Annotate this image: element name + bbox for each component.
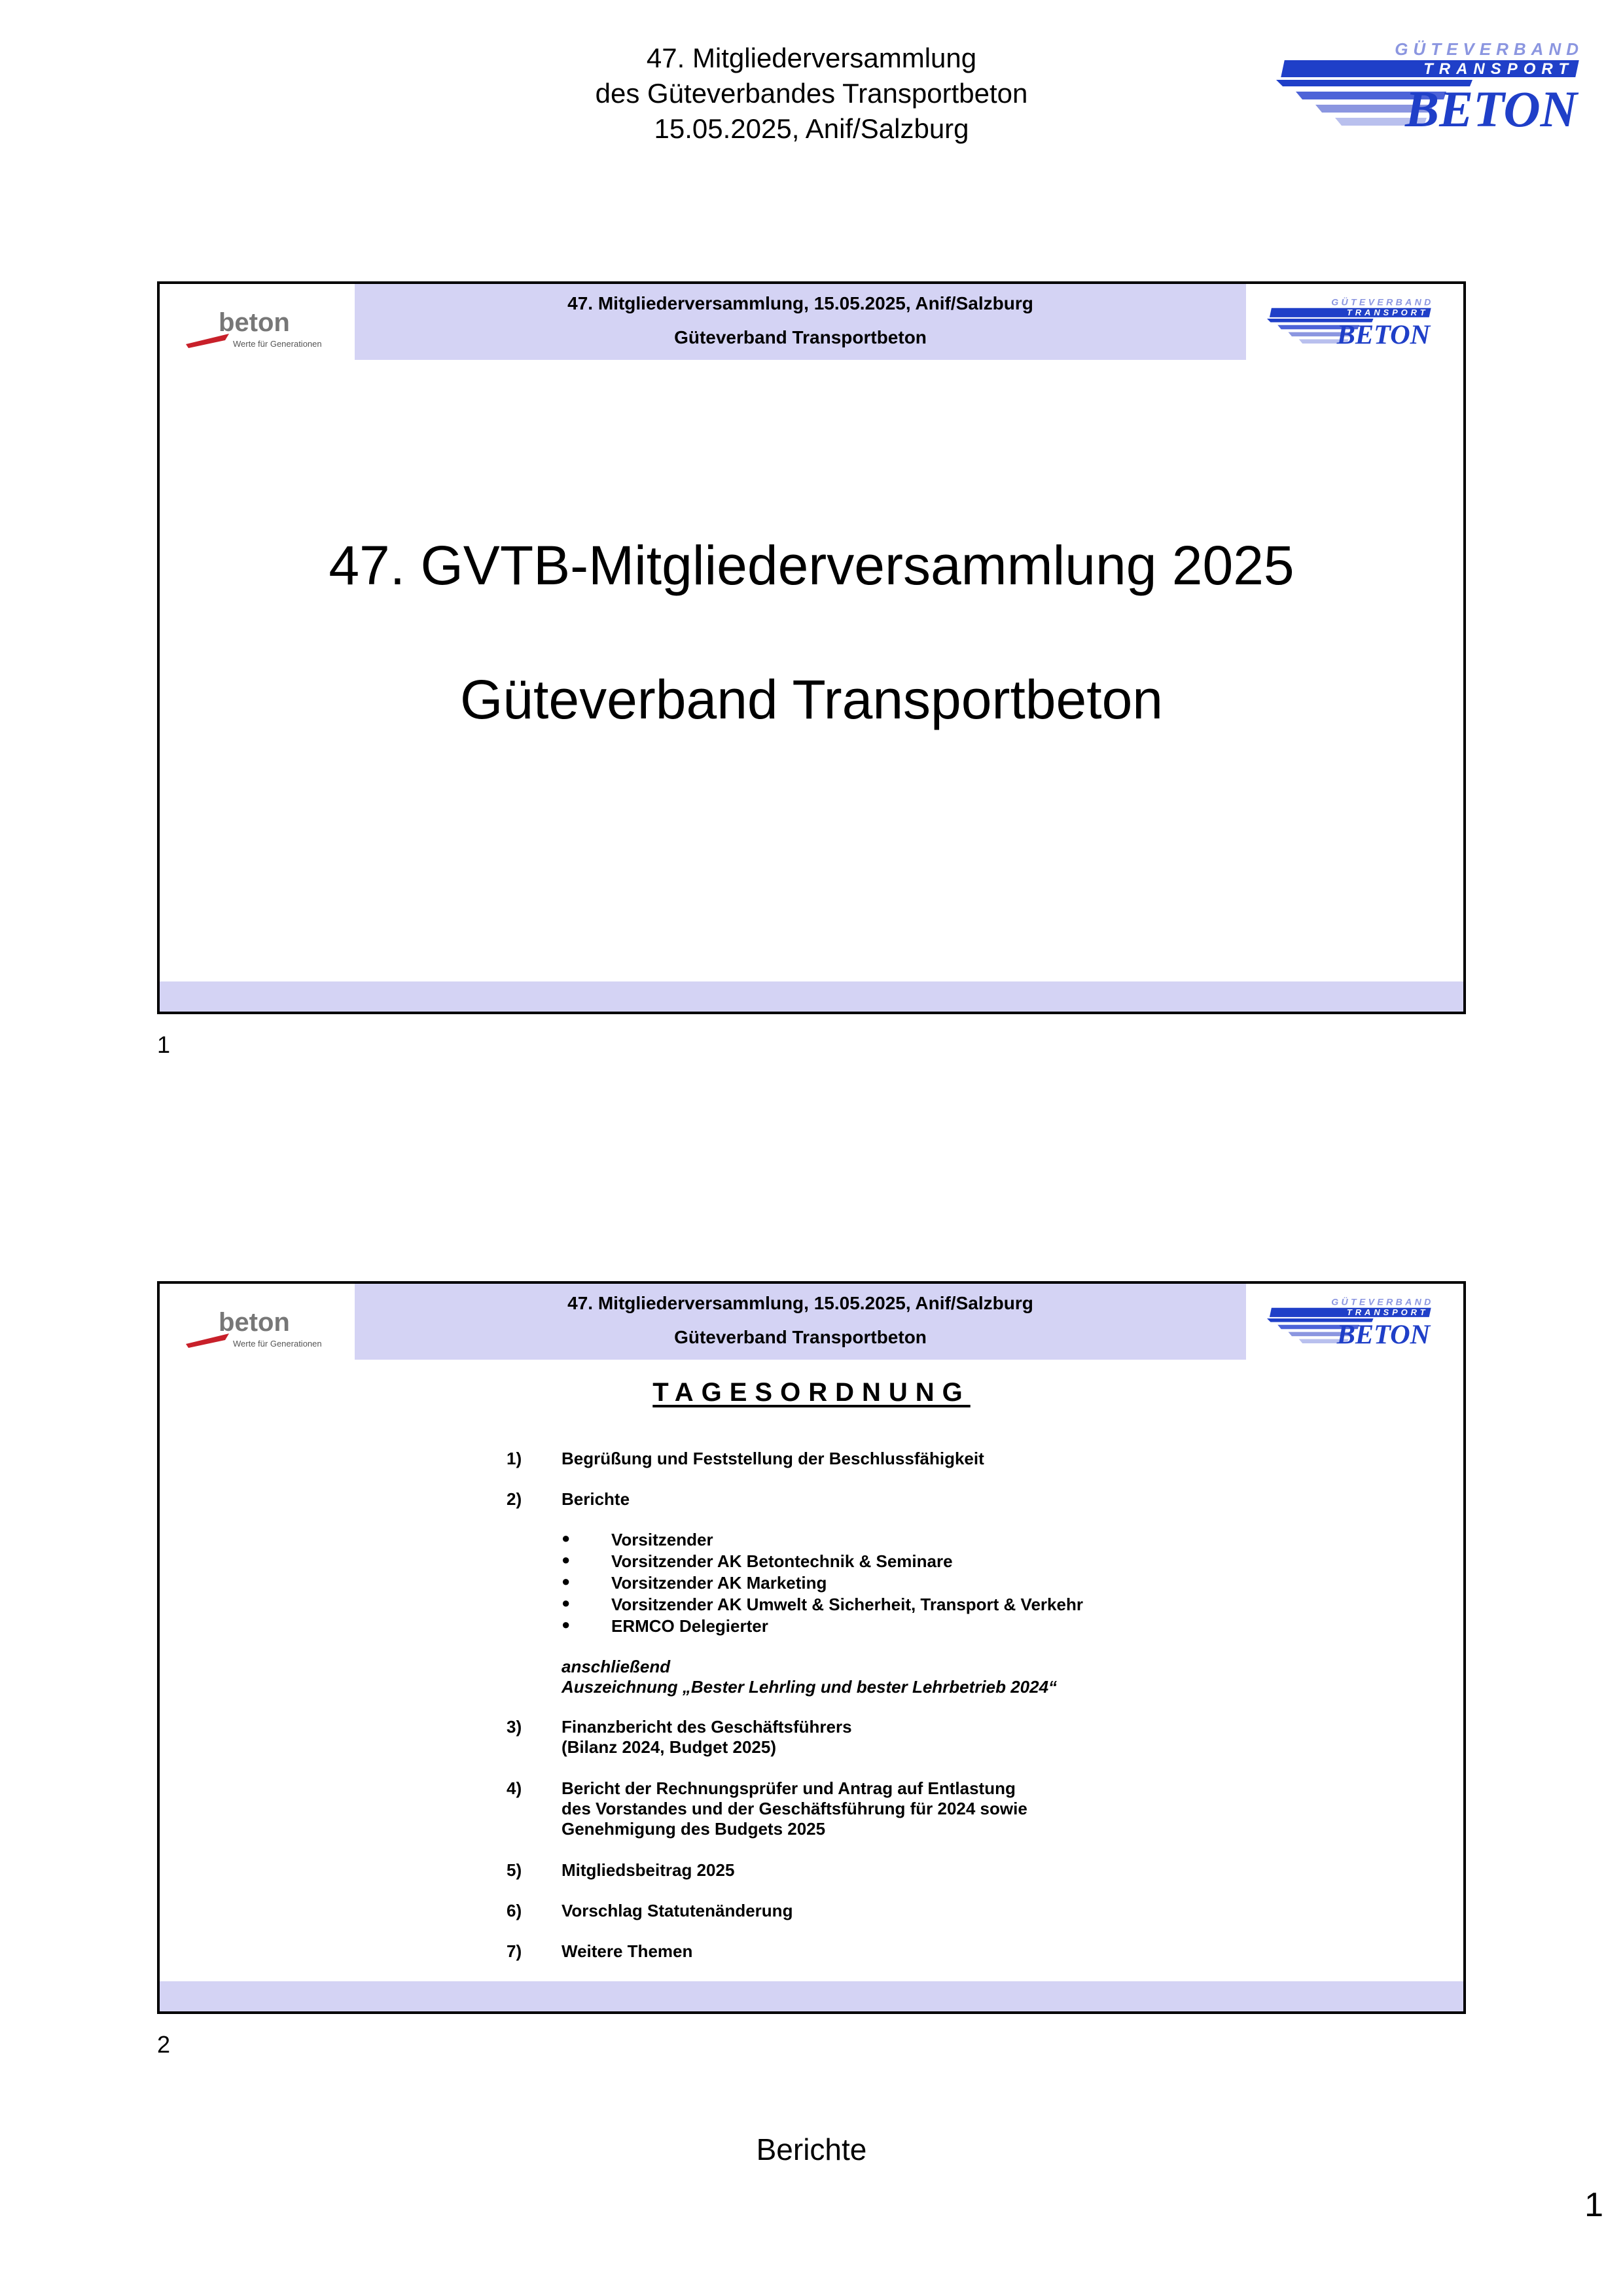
slide-title: 47. GVTB-Mitgliederversammlung 2025 bbox=[329, 535, 1294, 596]
bullet-icon: ● bbox=[562, 1573, 571, 1589]
slide-logo-text-transport: TRANSPORT bbox=[1346, 308, 1429, 318]
page-number: 1 bbox=[1584, 2186, 1603, 2224]
slide-1 bbox=[157, 281, 1466, 1014]
agenda-item-number: 3) bbox=[507, 1717, 522, 1737]
agenda-item-text: Vorschlag Statutenänderung bbox=[562, 1901, 793, 1920]
slide-header-band bbox=[355, 284, 1246, 360]
gvtb-logo bbox=[1276, 38, 1590, 136]
slide-gvtb-logo bbox=[1267, 1293, 1437, 1352]
agenda-note-line2: Auszeichnung „Bester Lehrling und bester Lehrbetrieb 2024“ bbox=[562, 1677, 1058, 1697]
bullet-text: ERMCO Delegierter bbox=[611, 1616, 768, 1636]
bullet-text: Vorsitzender AK Umwelt & Sicherheit, Transport & Verkehr bbox=[611, 1595, 1083, 1614]
page-header-line2: des Güteverbandes Transportbeton bbox=[595, 78, 1028, 109]
beton-logo-tagline: Werte für Generationen bbox=[233, 339, 322, 349]
bullet-text: Vorsitzender AK Betontechnik & Seminare bbox=[611, 1551, 953, 1571]
agenda-item-number: 7) bbox=[507, 1941, 522, 1961]
logo-text-guete: GÜTEVERBAND bbox=[1395, 39, 1584, 59]
beton-logo-tagline: Werte für Generationen bbox=[233, 1339, 322, 1349]
agenda-note-line1: anschließend bbox=[562, 1657, 671, 1676]
slide-2-number: 2 bbox=[157, 2031, 171, 2058]
bullet-icon: ● bbox=[562, 1530, 571, 1546]
agenda-item-text: Weitere Themen bbox=[562, 1941, 693, 1961]
page-header bbox=[484, 41, 1139, 147]
beton-logo-text: beton bbox=[219, 1308, 290, 1337]
section-title: Berichte bbox=[756, 2132, 867, 2166]
slide-2 bbox=[157, 1281, 1466, 2014]
slide-header-line2: Güteverband Transportbeton bbox=[674, 327, 927, 347]
beton-logo bbox=[183, 304, 334, 356]
bullet-icon: ● bbox=[562, 1616, 571, 1633]
slide-logo-text-guete: GÜTEVERBAND bbox=[1331, 1296, 1434, 1307]
slide-header-line2: Güteverband Transportbeton bbox=[674, 1327, 927, 1347]
logo-text-transport: TRANSPORT bbox=[1423, 60, 1574, 78]
slide-header-band bbox=[355, 1284, 1246, 1360]
slide-logo-text-beton: BETON bbox=[1336, 319, 1431, 351]
slide-subtitle: Güteverband Transportbeton bbox=[459, 669, 1164, 730]
page-header-line3: 15.05.2025, Anif/Salzburg bbox=[654, 113, 969, 144]
bullet-icon: ● bbox=[562, 1551, 571, 1568]
agenda-item-text: Berichte bbox=[562, 1489, 630, 1509]
agenda-item-text: Mitgliedsbeitrag 2025 bbox=[562, 1860, 735, 1880]
agenda-item-number: 4) bbox=[507, 1778, 522, 1798]
agenda-item-text: Bericht der Rechnungsprüfer und Antrag auf Entlastung des Vorstandes und der Geschäftsführung für 2024 sowie Genehmigung des Budgets 2025 bbox=[562, 1778, 1027, 1839]
slide-1-number: 1 bbox=[157, 1031, 171, 1058]
agenda-item-number: 5) bbox=[507, 1860, 522, 1880]
agenda-item-number: 2) bbox=[507, 1489, 522, 1509]
slide-header-line1: 47. Mitgliederversammlung, 15.05.2025, Anif/Salzburg bbox=[567, 1293, 1033, 1313]
slide-logo-text-transport: TRANSPORT bbox=[1346, 1307, 1429, 1318]
slide-logo-text-beton: BETON bbox=[1336, 1319, 1431, 1351]
bullet-text: Vorsitzender AK Marketing bbox=[611, 1573, 827, 1593]
slide-gvtb-logo bbox=[1267, 293, 1437, 352]
page-header-line1: 47. Mitgliederversammlung bbox=[646, 43, 977, 73]
slide-footer-band bbox=[160, 981, 1463, 1012]
agenda-heading: TAGESORDNUNG bbox=[652, 1378, 971, 1407]
agenda-item-text: Finanzbericht des Geschäftsführers (Bilanz 2024, Budget 2025) bbox=[562, 1717, 852, 1757]
logo-text-beton: BETON bbox=[1405, 80, 1577, 136]
slide-logo-text-guete: GÜTEVERBAND bbox=[1331, 296, 1434, 308]
slide-header-line1: 47. Mitgliederversammlung, 15.05.2025, Anif/Salzburg bbox=[567, 293, 1033, 313]
agenda-item-number: 1) bbox=[507, 1449, 522, 1468]
beton-logo bbox=[183, 1303, 334, 1356]
beton-logo-text: beton bbox=[219, 308, 290, 337]
agenda-item-text: Begrüßung und Feststellung der Beschlussfähigkeit bbox=[562, 1449, 984, 1468]
bullet-text: Vorsitzender bbox=[611, 1530, 713, 1549]
bullet-icon: ● bbox=[562, 1595, 571, 1611]
agenda-item-number: 6) bbox=[507, 1901, 522, 1920]
slide-footer-band bbox=[160, 1981, 1463, 2011]
